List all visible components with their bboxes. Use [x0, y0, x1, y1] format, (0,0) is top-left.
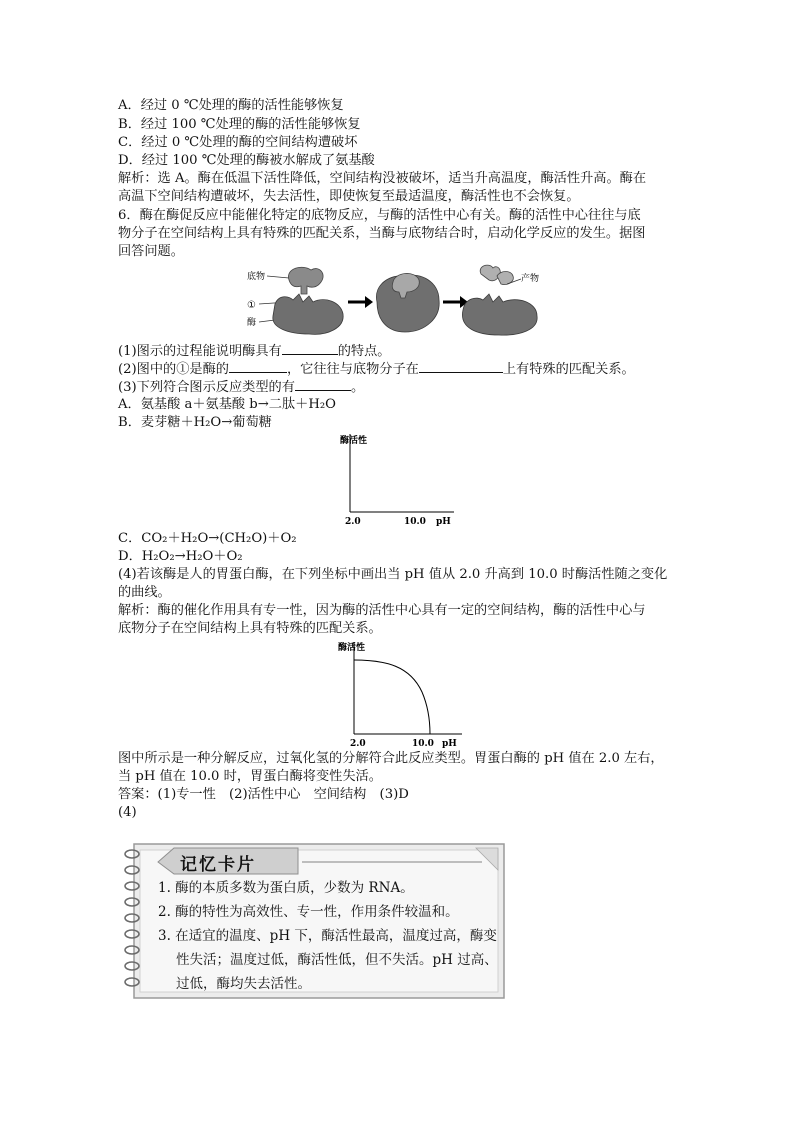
analysis-line: 图中所示是一种分解反应，过氧化氢的分解符合此反应类型。胃蛋白酶的 pH 值在 2.0 左右， [118, 751, 664, 766]
question-6-stem: 6．酶在酶促反应中能催化特定的底物反应，与酶的活性中心有关。酶的活性中心往往与底 [118, 208, 641, 223]
arrow-icon [365, 296, 373, 308]
label-product: 产物 [521, 274, 540, 284]
enzyme-reaction-diagram [245, 262, 550, 337]
option-a: A．氨基酸 a＋氨基酸 b→二肽＋H₂O [118, 397, 336, 412]
analysis-line: 当 pH 值在 10.0 时，胃蛋白酶将变性失活。 [118, 769, 382, 784]
question-6-stem: 回答问题。 [118, 244, 184, 259]
option-d: D．经过 100 ℃处理的酶被水解成了氨基酸 [118, 153, 375, 168]
x-tick-label: 10.0 [404, 517, 426, 527]
analysis-line: 底物分子在空间结构上具有特殊的匹配关系。 [118, 621, 382, 636]
x-tick-label: 10.0 [412, 739, 434, 749]
x-axis-label: pH [442, 739, 457, 749]
memory-card-item: 1. 酶的本质多数为蛋白质，少数为 RNA。 [158, 880, 414, 896]
y-axis-label: 酶活性 [338, 643, 366, 653]
x-axis-label: pH [436, 517, 451, 527]
label-substrate: 底物 [247, 272, 266, 282]
option-c: C．经过 0 ℃处理的酶的空间结构遭破坏 [118, 135, 358, 150]
enzyme-shape [273, 294, 343, 334]
sub-question-1: (1)图示的过程能说明酶具有 的特点。 [118, 344, 391, 359]
option-b: B．经过 100 ℃处理的酶的活性能够恢复 [118, 117, 361, 132]
answer-line: 答案：(1)专一性 (2)活性中心 空间结构 (3)D [118, 787, 409, 802]
label-enzyme: 酶 [247, 318, 257, 328]
option-a: A．经过 0 ℃处理的酶的活性能够恢复 [118, 98, 344, 113]
memory-card-item: 3. 在适宜的温度、pH 下，酶活性最高，温度过高，酶变 [158, 928, 497, 944]
answer-blank[interactable] [419, 360, 503, 373]
question-6-stem: 物分子在空间结构上具有特殊的匹配关系，当酶与底物结合时，启动化学反应的发生。据图 [118, 226, 646, 241]
answer-blank[interactable] [229, 360, 287, 373]
analysis-line: 高温下空间结构遭破坏，失去活性，即使恢复至最适温度，酶活性也不会恢复。 [118, 189, 580, 204]
answer-ph-graph [338, 640, 468, 750]
y-axis-label: 酶活性 [340, 436, 368, 446]
enzyme-shape [462, 294, 537, 335]
answer-line: (4) [118, 805, 137, 820]
option-c: C．CO₂＋H₂O→(CH₂O)＋O₂ [118, 531, 297, 546]
x-tick-label: 2.0 [350, 739, 366, 749]
substrate-shape [288, 267, 323, 294]
sub-question-2: (2)图中的①是酶的 ，它往往与底物分子在 上有特殊的匹配关系。 [118, 362, 635, 377]
product-shape [480, 265, 500, 281]
answer-blank[interactable] [295, 378, 351, 391]
analysis-line: 解析：酶的催化作用具有专一性，因为酶的活性中心具有一定的空间结构，酶的活性中心与 [118, 603, 646, 618]
memory-card-item: 性失活；温度过低，酶活性低，但不失活。pH 过高、 [176, 952, 498, 968]
blank-ph-graph [332, 432, 462, 527]
memory-card-title: 记忆卡片 [180, 855, 256, 875]
option-b: B．麦芽糖＋H₂O→葡萄糖 [118, 415, 272, 430]
memory-card-item: 过低，酶均失去活性。 [176, 976, 311, 992]
sub-question-4: 的曲线。 [118, 585, 171, 600]
option-d: D．H₂O₂→H₂O＋O₂ [118, 549, 243, 564]
memory-card-item: 2. 酶的特性为高效性、专一性，作用条件较温和。 [158, 904, 459, 920]
label-active-site: ① [247, 300, 256, 311]
answer-blank[interactable] [282, 342, 338, 355]
activity-curve [354, 660, 430, 734]
sub-question-4: (4)若该酶是人的胃蛋白酶，在下列坐标中画出当 pH 值从 2.0 升高到 10.0 时酶活性随之变化 [118, 567, 668, 582]
analysis-line: 解析：选 A。酶在低温下活性降低，空间结构没被破坏，适当升高温度，酶活性升高。酶在 [118, 171, 647, 186]
sub-question-3: (3)下列符合图示反应类型的有 。 [118, 380, 365, 395]
x-tick-label: 2.0 [345, 517, 361, 527]
